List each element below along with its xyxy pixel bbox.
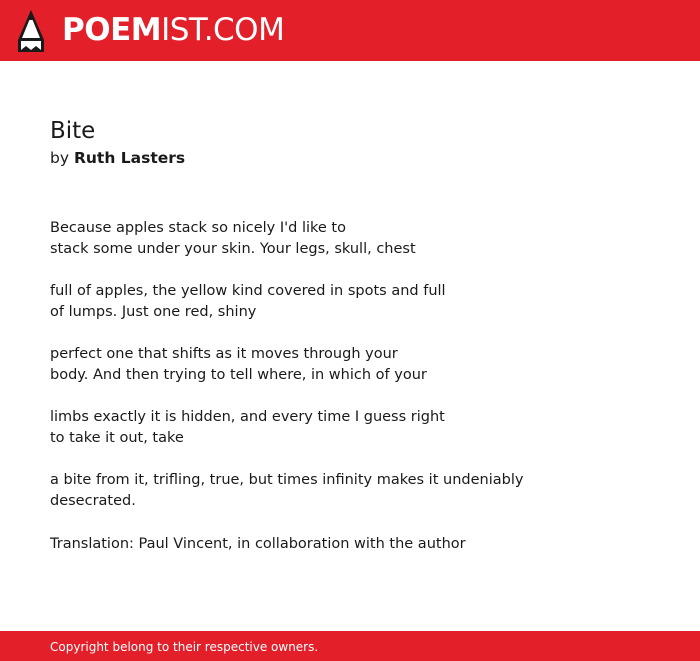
by-label: by	[50, 149, 70, 167]
poem-line: Because apples stack so nicely I'd like to	[50, 220, 346, 236]
logo-light-text: IST.COM	[161, 12, 285, 48]
poem-line: full of apples, the yellow kind covered in spots and full	[50, 283, 446, 299]
translation-credit: Translation: Paul Vincent, in collaboration with the author	[50, 536, 466, 552]
stanza	[50, 344, 670, 386]
poem-line: a bite from it, trifling, true, but times infinity makes it undeniably	[50, 472, 524, 488]
stanza	[50, 281, 670, 323]
pencil-icon[interactable]	[18, 10, 44, 52]
poem-title: Bite	[50, 118, 96, 144]
stanza	[50, 218, 670, 260]
copyright-text: Copyright belong to their respective owners.	[50, 640, 319, 654]
poem-line: limbs exactly it is hidden, and every time I guess right	[50, 409, 445, 425]
poem-line: perfect one that shifts as it moves through your	[50, 346, 398, 362]
poem-line: of lumps. Just one red, shiny	[50, 304, 257, 320]
author-name: Ruth Lasters	[73, 149, 186, 167]
stanza	[50, 407, 670, 449]
site-logo[interactable]	[62, 12, 284, 48]
poem-line: body. And then trying to tell where, in which of your	[50, 367, 427, 383]
site-footer	[0, 631, 700, 661]
byline	[50, 147, 670, 169]
logo-bold-text: POEM	[62, 12, 162, 48]
site-header	[0, 0, 700, 61]
poem-body	[50, 218, 670, 533]
poem-line: desecrated.	[50, 493, 136, 509]
stanza	[50, 470, 670, 512]
poem-line: stack some under your skin. Your legs, skull, chest	[50, 241, 416, 257]
poem-heading	[50, 116, 670, 169]
poem-line: to take it out, take	[50, 430, 184, 446]
